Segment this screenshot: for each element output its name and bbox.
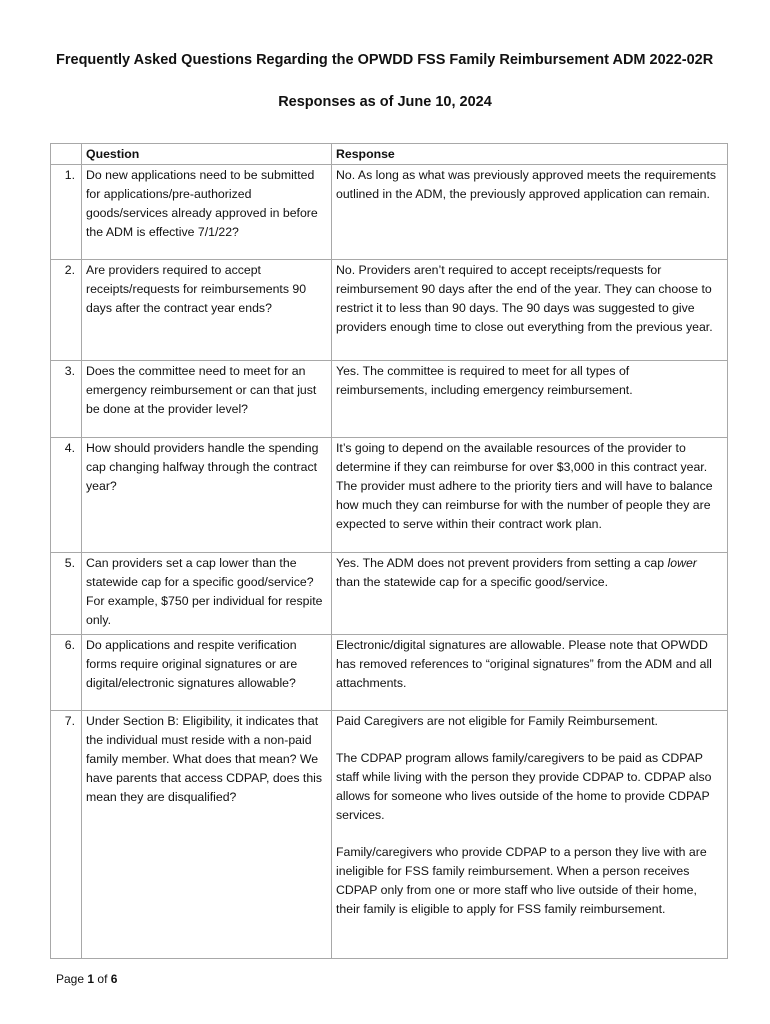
row-number: 7.: [51, 711, 82, 959]
header-response-cell: Response: [332, 144, 728, 165]
table-row: [51, 260, 728, 361]
response-paragraph: Paid Caregivers are not eligible for Family Reimbursement.: [336, 714, 658, 728]
page-number: [56, 971, 117, 987]
row-number: 4.: [51, 438, 82, 553]
response-emphasis: lower: [667, 556, 697, 570]
row-number: 2.: [51, 260, 82, 361]
page-of-label: of: [97, 972, 108, 986]
row-number: 3.: [51, 361, 82, 438]
response-cell: [332, 553, 728, 635]
question-cell: Do new applications need to be submitted for applications/pre-authorized goods/services already approved in before the ADM is effective 7/1/22?: [82, 165, 332, 260]
document-title: Frequently Asked Questions Regarding the OPWDD FSS Family Reimbursement ADM 2022-02R: [56, 52, 714, 68]
table-row: [51, 553, 728, 635]
table-row: [51, 635, 728, 711]
table-header-row: [51, 144, 728, 165]
header-number-cell: [51, 144, 82, 165]
response-cell: [332, 711, 728, 959]
response-text: than the statewide cap for a specific good/service.: [336, 575, 609, 589]
page-current: 1: [87, 972, 95, 986]
table-row: [51, 711, 728, 959]
table-row: [51, 361, 728, 438]
row-number: 1.: [51, 165, 82, 260]
response-cell: Yes. The committee is required to meet for all types of reimbursements, including emergency reimbursement.: [332, 361, 728, 438]
header-question-cell: Question: [82, 144, 332, 165]
response-cell: No. As long as what was previously approved meets the requirements outlined in the ADM, the previously approved application can remain.: [332, 165, 728, 260]
question-cell: Does the committee need to meet for an emergency reimbursement or can that just be done at the provider level?: [82, 361, 332, 438]
faq-table: [50, 143, 728, 959]
table-row: [51, 438, 728, 553]
response-paragraph: The CDPAP program allows family/caregivers to be paid as CDPAP staff while living with the person they provide CDPAP to. CDPAP also allows for someone who lives outside of the home to provide CDPAP services.: [336, 751, 712, 822]
question-cell: Do applications and respite verification forms require original signatures or are digital/electronic signatures allowable?: [82, 635, 332, 711]
row-number: 5.: [51, 553, 82, 635]
question-cell: Can providers set a cap lower than the statewide cap for a specific good/service? For example, $750 per individual for respite only.: [82, 553, 332, 635]
response-text: Yes. The ADM does not prevent providers from setting a cap: [336, 556, 668, 570]
response-paragraph: Family/caregivers who provide CDPAP to a person they live with are ineligible for FSS family reimbursement. When a person receives CDPAP only from one or more staff who live outside of their home, their family is eligible to apply for FSS family reimbursement.: [336, 845, 707, 916]
question-cell: Are providers required to accept receipts/requests for reimbursements 90 days after the contract year ends?: [82, 260, 332, 361]
response-cell: It’s going to depend on the available resources of the provider to determine if they can reimburse for over $3,000 in this contract year. The provider must adhere to the priority tiers and will have to balance how much they can reimburse for with the number of people they are expected to serve within their contract work plan.: [332, 438, 728, 553]
row-number: 6.: [51, 635, 82, 711]
question-cell: Under Section B: Eligibility, it indicates that the individual must reside with a non-paid family member. What does that mean? We have parents that access CDPAP, does this mean they are disqualified?: [82, 711, 332, 959]
response-cell: No. Providers aren’t required to accept receipts/requests for reimbursement 90 days after the end of the year. They can choose to restrict it to less than 90 days. The 90 days was suggested to give providers enough time to close out everything from the previous year.: [332, 260, 728, 361]
table-row: [51, 165, 728, 260]
response-cell: Electronic/digital signatures are allowable. Please note that OPWDD has removed references to “original signatures” from the ADM and all attachments.: [332, 635, 728, 711]
question-cell: How should providers handle the spending cap changing halfway through the contract year?: [82, 438, 332, 553]
page-total: 6: [110, 972, 118, 986]
page-label: Page: [56, 972, 85, 986]
document-subtitle: Responses as of June 10, 2024: [278, 94, 492, 110]
